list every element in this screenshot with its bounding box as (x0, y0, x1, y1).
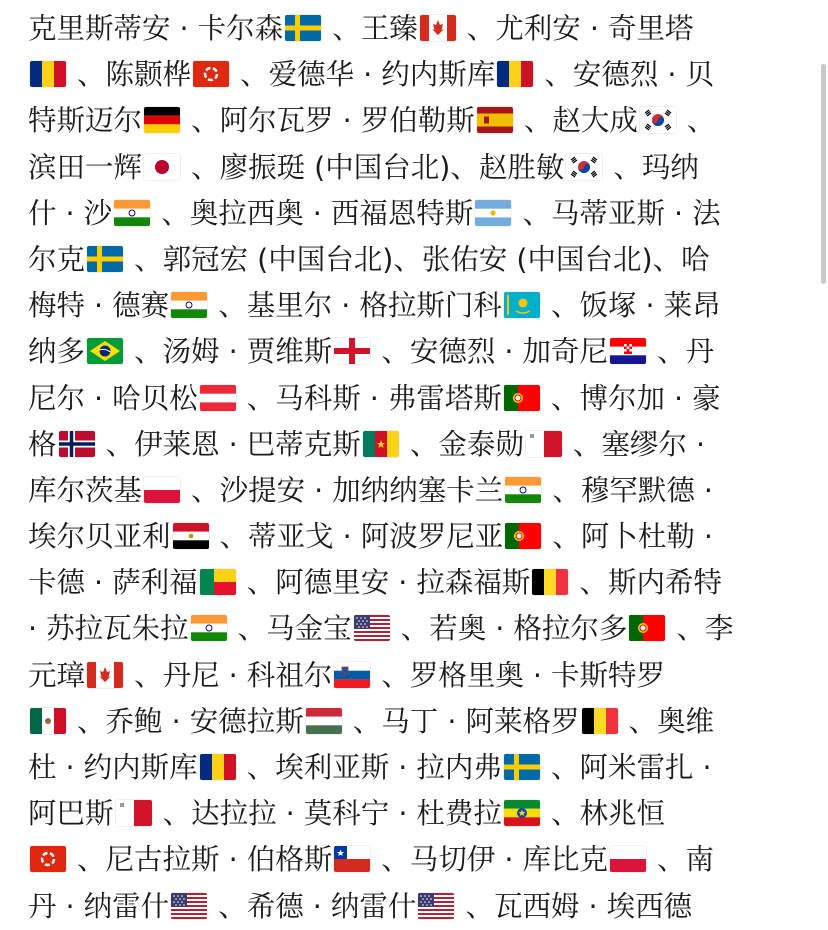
name-text: 、马蒂亚斯 · 法 (513, 196, 721, 230)
name-text: 、王臻 (323, 12, 418, 45)
player-list-text (28, 6, 808, 930)
text-line (28, 560, 808, 606)
name-text: 、蒂亚戈 · 阿波罗尼亚 (210, 520, 504, 554)
portugal-flag-icon (629, 615, 665, 641)
hong-kong-flag-icon (193, 61, 229, 87)
name-text: 、达拉拉 · 莫科宁 · 杜费拉 (153, 797, 502, 831)
name-text: 格 (28, 427, 57, 461)
austria-flag-icon (200, 385, 236, 411)
name-text: 、丹尼 · 科祖尔 (125, 658, 333, 692)
name-text: 克里斯蒂安 · 卡尔森 (28, 12, 284, 45)
name-text: 、赵大成 (514, 104, 638, 138)
name-text: 梅特 · 德赛 (28, 289, 170, 323)
brazil-flag-icon (87, 338, 123, 364)
text-line (28, 653, 808, 699)
hong-kong-flag-icon (30, 846, 66, 872)
name-text: 纳多 (28, 335, 86, 369)
name-text: 、马丁 · 阿莱格罗 (343, 704, 580, 738)
text-line (28, 376, 808, 422)
kazakhstan-flag-icon (504, 292, 540, 318)
name-text: 、希德 · 纳雷什 (209, 889, 417, 923)
sweden-flag-icon (87, 246, 123, 272)
text-line (28, 98, 808, 144)
south-korea-flag-icon (640, 107, 676, 133)
name-text: 、若奥 · 格拉尔多 (391, 612, 628, 646)
name-text: 、罗格里奥 · 卡斯特罗 (372, 658, 666, 692)
name-text: 、阿米雷扎 · (541, 751, 712, 784)
name-text: 、郭冠宏 (中国台北)、张佑安 (中国台北)、哈 (125, 242, 710, 276)
name-text: 、阿德里安 · 拉森福斯 (237, 566, 531, 600)
text-line (28, 422, 808, 468)
name-text: 、南 (648, 843, 715, 877)
name-text: 元璋 (28, 658, 86, 692)
norway-flag-icon (59, 431, 95, 457)
india-flag-icon (505, 477, 541, 503)
name-text: 、饭塚 · 莱昂 (541, 289, 721, 323)
poland-flag-icon (144, 477, 180, 503)
benin-flag-icon (200, 569, 236, 595)
name-text: 卡德 · 萨利福 (28, 566, 198, 600)
romania-flag-icon (497, 61, 533, 87)
name-text: 、安德烈 · 贝 (535, 58, 715, 92)
malta-flag-icon (526, 431, 562, 457)
name-text: 库尔茨基 (28, 473, 143, 507)
portugal-flag-icon (504, 385, 540, 411)
text-line (28, 52, 808, 98)
poland-flag-icon (610, 846, 646, 872)
name-text: 、马金宝 (228, 612, 352, 646)
name-text: 、斯内希特 (570, 566, 722, 600)
belgium-flag-icon (582, 708, 618, 734)
romania-flag-icon (200, 754, 236, 780)
name-text: 什 · 沙 (28, 196, 113, 230)
argentina-flag-icon (475, 200, 511, 226)
name-text: 尔克 (28, 242, 86, 276)
belgium-flag-icon (532, 569, 568, 595)
text-line (28, 514, 808, 560)
chile-flag-icon (334, 846, 370, 872)
name-text: 、金泰勋 (400, 427, 524, 461)
name-text: 、 (677, 104, 716, 138)
name-text: 、廖振珽 (中国台北)、赵胜敏 (182, 150, 565, 184)
name-text: 、汤姆 · 贾维斯 (125, 335, 333, 369)
sweden-flag-icon (504, 754, 540, 780)
usa-flag-icon (171, 893, 207, 919)
cameroon-flag-icon (363, 431, 399, 457)
name-text: 滨田一辉 (28, 150, 143, 184)
mexico-flag-icon (30, 708, 66, 734)
name-text: 、林兆恒 (541, 797, 665, 831)
name-text: 、沙提安 · 加纳纳塞卡兰 (182, 473, 504, 507)
name-text: 、基里尔 · 格拉斯门科 (209, 289, 502, 323)
india-flag-icon (171, 292, 207, 318)
canada-flag-icon (87, 662, 123, 688)
name-text: 、陈颢桦 (68, 58, 192, 92)
croatia-flag-icon (610, 338, 646, 364)
name-text: 、塞缪尔 · (563, 427, 706, 461)
text-line (28, 791, 808, 837)
name-text: 、马切伊 · 库比克 (372, 843, 608, 877)
name-text: 、乔鲍 · 安德拉斯 (68, 704, 304, 738)
name-text: 、尼古拉斯 · 伯格斯 (68, 843, 333, 877)
usa-flag-icon (418, 893, 454, 919)
japan-flag-icon (144, 154, 180, 180)
canada-flag-icon (420, 15, 456, 41)
south-korea-flag-icon (566, 154, 602, 180)
name-text: 、爱德华 · 约内斯库 (231, 58, 496, 92)
usa-flag-icon (354, 615, 390, 641)
sweden-flag-icon (285, 15, 321, 41)
name-text: 、博尔加 · 豪 (541, 381, 721, 415)
text-line (28, 283, 808, 329)
vertical-scrollbar[interactable] (821, 64, 826, 284)
slovenia-flag-icon (334, 662, 370, 688)
text-line (28, 606, 808, 652)
romania-flag-icon (30, 61, 66, 87)
text-line (28, 468, 808, 514)
name-text: 、阿尔瓦罗 · 罗伯勒斯 (182, 104, 475, 138)
england-flag-icon (334, 338, 370, 364)
name-text: 、奥维 (619, 704, 715, 738)
name-text: 、尤利安 · 奇里塔 (457, 12, 694, 45)
text-line (28, 237, 808, 283)
name-text: 、安德烈 · 加奇尼 (372, 335, 609, 369)
text-line (28, 745, 808, 791)
india-flag-icon (191, 615, 227, 641)
hungary-flag-icon (306, 708, 342, 734)
portugal-flag-icon (505, 523, 541, 549)
name-text: 尼尔 · 哈贝松 (28, 381, 198, 415)
text-line (28, 699, 808, 745)
name-text: 、伊莱恩 · 巴蒂克斯 (96, 427, 361, 461)
egypt-flag-icon (173, 523, 209, 549)
name-text: 阿巴斯 (28, 797, 114, 831)
name-text: 、玛纳 (604, 150, 699, 184)
name-text: 、埃利亚斯 · 拉内弗 (237, 751, 502, 784)
name-text: 、阿卜杜勒 · (543, 520, 713, 554)
text-line (28, 837, 808, 883)
text-line (28, 884, 808, 930)
name-text: · 苏拉瓦朱拉 (28, 612, 189, 646)
name-text: 埃尔贝亚利 (28, 520, 171, 554)
text-line (28, 191, 808, 237)
germany-flag-icon (144, 107, 180, 133)
name-text: 、李 (667, 612, 734, 646)
name-text: 杜 · 约内斯库 (28, 751, 198, 784)
text-line (28, 6, 808, 52)
ethiopia-flag-icon (504, 800, 540, 826)
malta-flag-icon (116, 800, 152, 826)
name-text: 、马科斯 · 弗雷塔斯 (237, 381, 502, 415)
name-text: 、奥拉西奥 · 西福恩特斯 (152, 196, 474, 230)
name-text: 、穆罕默德 · (543, 473, 713, 507)
text-line (28, 145, 808, 191)
name-text: 、瓦西姆 · 埃西德 (456, 889, 693, 923)
name-text: 特斯迈尔 (28, 104, 143, 138)
india-flag-icon (114, 200, 150, 226)
spain-flag-icon (477, 107, 513, 133)
text-line (28, 329, 808, 375)
name-text: 丹 · 纳雷什 (28, 889, 170, 923)
name-text: 、丹 (648, 335, 715, 369)
